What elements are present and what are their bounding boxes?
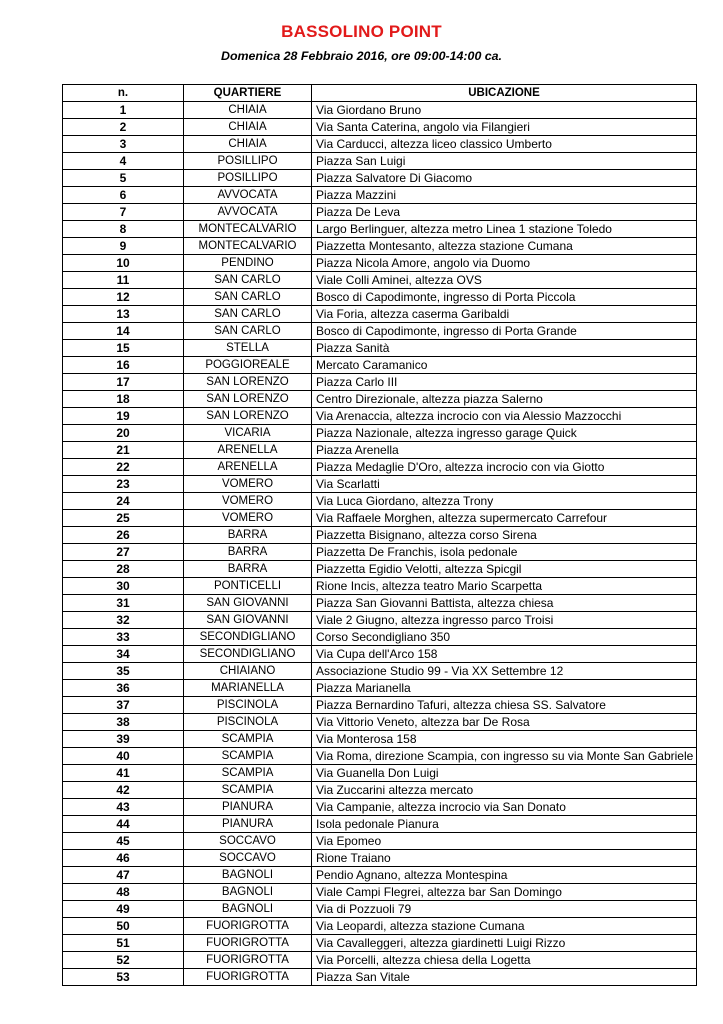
row-number: 41 xyxy=(63,765,184,782)
row-quartiere: SAN LORENZO xyxy=(184,374,312,391)
row-ubicazione: Piazza Carlo III xyxy=(312,374,697,391)
table-row xyxy=(63,391,697,408)
table-row xyxy=(63,374,697,391)
row-number: 24 xyxy=(63,493,184,510)
row-number: 47 xyxy=(63,867,184,884)
row-ubicazione: Piazza Salvatore Di Giacomo xyxy=(312,170,697,187)
row-number: 21 xyxy=(63,442,184,459)
row-ubicazione: Rione Traiano xyxy=(312,850,697,867)
row-quartiere: CHIAIA xyxy=(184,136,312,153)
row-number: 30 xyxy=(63,578,184,595)
row-number: 52 xyxy=(63,952,184,969)
row-number: 22 xyxy=(63,459,184,476)
table-row xyxy=(63,969,697,986)
row-ubicazione: Via Epomeo xyxy=(312,833,697,850)
table-row xyxy=(63,170,697,187)
row-number: 38 xyxy=(63,714,184,731)
table-row xyxy=(63,663,697,680)
table-row xyxy=(63,578,697,595)
row-quartiere: VICARIA xyxy=(184,425,312,442)
row-quartiere: SAN LORENZO xyxy=(184,391,312,408)
table-row xyxy=(63,476,697,493)
table-row xyxy=(63,119,697,136)
table-row xyxy=(63,255,697,272)
row-quartiere: SECONDIGLIANO xyxy=(184,646,312,663)
page-title: BASSOLINO POINT xyxy=(281,22,442,41)
row-number: 27 xyxy=(63,544,184,561)
row-quartiere: BARRA xyxy=(184,544,312,561)
row-ubicazione: Viale 2 Giugno, altezza ingresso parco Troisi xyxy=(312,612,697,629)
row-quartiere: SCAMPIA xyxy=(184,782,312,799)
table-row xyxy=(63,918,697,935)
row-number: 5 xyxy=(63,170,184,187)
table-row xyxy=(63,204,697,221)
row-ubicazione: Piazza Nicola Amore, angolo via Duomo xyxy=(312,255,697,272)
row-number: 20 xyxy=(63,425,184,442)
table-row xyxy=(63,238,697,255)
row-number: 17 xyxy=(63,374,184,391)
row-ubicazione: Associazione Studio 99 - Via XX Settembre 12 xyxy=(312,663,697,680)
table-row xyxy=(63,646,697,663)
row-number: 13 xyxy=(63,306,184,323)
table-row xyxy=(63,442,697,459)
row-quartiere: CHIAIA xyxy=(184,102,312,119)
row-number: 37 xyxy=(63,697,184,714)
row-ubicazione: Via Carducci, altezza liceo classico Umberto xyxy=(312,136,697,153)
row-number: 34 xyxy=(63,646,184,663)
table-row xyxy=(63,102,697,119)
row-quartiere: VOMERO xyxy=(184,510,312,527)
row-ubicazione: Piazza Bernardino Tafuri, altezza chiesa SS. Salvatore xyxy=(312,697,697,714)
row-ubicazione: Via Guanella Don Luigi xyxy=(312,765,697,782)
row-ubicazione: Piazza Arenella xyxy=(312,442,697,459)
table-row xyxy=(63,731,697,748)
table-row xyxy=(63,340,697,357)
page-subtitle: Domenica 28 Febbraio 2016, ore 09:00-14:00 ca. xyxy=(221,49,502,63)
row-ubicazione: Viale Campi Flegrei, altezza bar San Domingo xyxy=(312,884,697,901)
row-ubicazione: Viale Colli Aminei, altezza OVS xyxy=(312,272,697,289)
table-row xyxy=(63,612,697,629)
table-row xyxy=(63,748,697,765)
row-number: 40 xyxy=(63,748,184,765)
table-row xyxy=(63,697,697,714)
table-row xyxy=(63,323,697,340)
row-quartiere: SOCCAVO xyxy=(184,850,312,867)
table-row xyxy=(63,357,697,374)
row-ubicazione: Piazzetta Montesanto, altezza stazione Cumana xyxy=(312,238,697,255)
row-quartiere: SCAMPIA xyxy=(184,765,312,782)
row-number: 43 xyxy=(63,799,184,816)
row-ubicazione: Via Arenaccia, altezza incrocio con via Alessio Mazzocchi xyxy=(312,408,697,425)
table-row xyxy=(63,629,697,646)
row-number: 19 xyxy=(63,408,184,425)
row-quartiere: MONTECALVARIO xyxy=(184,238,312,255)
row-number: 1 xyxy=(63,102,184,119)
table-row xyxy=(63,799,697,816)
row-quartiere: SAN CARLO xyxy=(184,272,312,289)
row-ubicazione: Piazza Mazzini xyxy=(312,187,697,204)
table-row xyxy=(63,221,697,238)
row-quartiere: CHIAIA xyxy=(184,119,312,136)
column-header-quartiere: QUARTIERE xyxy=(184,85,312,102)
row-quartiere: VOMERO xyxy=(184,476,312,493)
row-ubicazione: Via Raffaele Morghen, altezza supermercato Carrefour xyxy=(312,510,697,527)
table-row xyxy=(63,595,697,612)
row-ubicazione: Corso Secondigliano 350 xyxy=(312,629,697,646)
row-quartiere: BARRA xyxy=(184,561,312,578)
row-number: 14 xyxy=(63,323,184,340)
table-row xyxy=(63,561,697,578)
row-quartiere: FUORIGROTTA xyxy=(184,918,312,935)
row-quartiere: POSILLIPO xyxy=(184,153,312,170)
row-ubicazione: Via Monterosa 158 xyxy=(312,731,697,748)
row-ubicazione: Piazzetta De Franchis, isola pedonale xyxy=(312,544,697,561)
row-ubicazione: Piazza San Luigi xyxy=(312,153,697,170)
row-quartiere: BAGNOLI xyxy=(184,884,312,901)
row-ubicazione: Rione Incis, altezza teatro Mario Scarpetta xyxy=(312,578,697,595)
table-row xyxy=(63,306,697,323)
row-quartiere: POSILLIPO xyxy=(184,170,312,187)
row-number: 15 xyxy=(63,340,184,357)
table-row xyxy=(63,680,697,697)
row-quartiere: VOMERO xyxy=(184,493,312,510)
row-number: 45 xyxy=(63,833,184,850)
row-number: 10 xyxy=(63,255,184,272)
row-ubicazione: Via Luca Giordano, altezza Trony xyxy=(312,493,697,510)
row-number: 49 xyxy=(63,901,184,918)
row-ubicazione: Via Scarlatti xyxy=(312,476,697,493)
table-row xyxy=(63,408,697,425)
row-quartiere: PENDINO xyxy=(184,255,312,272)
table-row xyxy=(63,136,697,153)
table-row xyxy=(63,527,697,544)
row-ubicazione: Via Campanie, altezza incrocio via San Donato xyxy=(312,799,697,816)
row-number: 25 xyxy=(63,510,184,527)
table-row xyxy=(63,493,697,510)
table-row xyxy=(63,782,697,799)
table-row xyxy=(63,425,697,442)
row-ubicazione: Via di Pozzuoli 79 xyxy=(312,901,697,918)
table-body xyxy=(63,102,697,986)
row-ubicazione: Piazzetta Bisignano, altezza corso Sirena xyxy=(312,527,697,544)
row-number: 11 xyxy=(63,272,184,289)
row-ubicazione: Via Leopardi, altezza stazione Cumana xyxy=(312,918,697,935)
table-header-row xyxy=(63,85,697,102)
row-number: 35 xyxy=(63,663,184,680)
table-row xyxy=(63,714,697,731)
row-number: 42 xyxy=(63,782,184,799)
row-ubicazione: Isola pedonale Pianura xyxy=(312,816,697,833)
row-ubicazione: Via Santa Caterina, angolo via Filangieri xyxy=(312,119,697,136)
row-quartiere: BAGNOLI xyxy=(184,901,312,918)
table-row xyxy=(63,816,697,833)
row-ubicazione: Via Zuccarini altezza mercato xyxy=(312,782,697,799)
row-quartiere: BARRA xyxy=(184,527,312,544)
row-number: 8 xyxy=(63,221,184,238)
row-quartiere: MARIANELLA xyxy=(184,680,312,697)
row-quartiere: AVVOCATA xyxy=(184,204,312,221)
row-quartiere: SOCCAVO xyxy=(184,833,312,850)
row-quartiere: FUORIGROTTA xyxy=(184,952,312,969)
row-quartiere: ARENELLA xyxy=(184,459,312,476)
row-number: 12 xyxy=(63,289,184,306)
row-quartiere: POGGIOREALE xyxy=(184,357,312,374)
row-quartiere: SAN LORENZO xyxy=(184,408,312,425)
row-ubicazione: Piazzetta Egidio Velotti, altezza Spicgil xyxy=(312,561,697,578)
row-number: 23 xyxy=(63,476,184,493)
row-number: 51 xyxy=(63,935,184,952)
table-row xyxy=(63,952,697,969)
row-quartiere: PIANURA xyxy=(184,816,312,833)
row-number: 3 xyxy=(63,136,184,153)
row-number: 6 xyxy=(63,187,184,204)
row-number: 48 xyxy=(63,884,184,901)
row-number: 26 xyxy=(63,527,184,544)
row-quartiere: SECONDIGLIANO xyxy=(184,629,312,646)
table-row xyxy=(63,272,697,289)
row-ubicazione: Piazza Marianella xyxy=(312,680,697,697)
row-quartiere: STELLA xyxy=(184,340,312,357)
table-row xyxy=(63,833,697,850)
row-ubicazione: Via Vittorio Veneto, altezza bar De Rosa xyxy=(312,714,697,731)
row-ubicazione: Via Cupa dell'Arco 158 xyxy=(312,646,697,663)
row-number: 16 xyxy=(63,357,184,374)
row-ubicazione: Pendio Agnano, altezza Montespina xyxy=(312,867,697,884)
row-ubicazione: Via Porcelli, altezza chiesa della Logetta xyxy=(312,952,697,969)
table-row xyxy=(63,544,697,561)
row-quartiere: SAN GIOVANNI xyxy=(184,612,312,629)
table-row xyxy=(63,289,697,306)
row-ubicazione: Bosco di Capodimonte, ingresso di Porta Grande xyxy=(312,323,697,340)
row-quartiere: SCAMPIA xyxy=(184,731,312,748)
row-ubicazione: Piazza Sanità xyxy=(312,340,697,357)
row-quartiere: BAGNOLI xyxy=(184,867,312,884)
row-ubicazione: Via Cavalleggeri, altezza giardinetti Luigi Rizzo xyxy=(312,935,697,952)
row-quartiere: PONTICELLI xyxy=(184,578,312,595)
table-row xyxy=(63,901,697,918)
table-row xyxy=(63,850,697,867)
row-number: 7 xyxy=(63,204,184,221)
row-ubicazione: Largo Berlinguer, altezza metro Linea 1 stazione Toledo xyxy=(312,221,697,238)
row-number: 32 xyxy=(63,612,184,629)
table-row xyxy=(63,187,697,204)
row-number: 50 xyxy=(63,918,184,935)
row-number: 9 xyxy=(63,238,184,255)
row-ubicazione: Bosco di Capodimonte, ingresso di Porta Piccola xyxy=(312,289,697,306)
column-header-ubicazione: UBICAZIONE xyxy=(312,85,697,102)
row-quartiere: CHIAIANO xyxy=(184,663,312,680)
row-quartiere: SCAMPIA xyxy=(184,748,312,765)
row-number: 39 xyxy=(63,731,184,748)
row-quartiere: FUORIGROTTA xyxy=(184,969,312,986)
row-quartiere: PISCINOLA xyxy=(184,697,312,714)
row-quartiere: PIANURA xyxy=(184,799,312,816)
row-ubicazione: Piazza San Giovanni Battista, altezza chiesa xyxy=(312,595,697,612)
row-quartiere: SAN CARLO xyxy=(184,306,312,323)
row-quartiere: SAN CARLO xyxy=(184,289,312,306)
row-ubicazione: Piazza De Leva xyxy=(312,204,697,221)
row-quartiere: AVVOCATA xyxy=(184,187,312,204)
table-row xyxy=(63,459,697,476)
row-number: 46 xyxy=(63,850,184,867)
row-ubicazione: Mercato Caramanico xyxy=(312,357,697,374)
row-quartiere: ARENELLA xyxy=(184,442,312,459)
row-ubicazione: Piazza Nazionale, altezza ingresso garage Quick xyxy=(312,425,697,442)
row-ubicazione: Via Roma, direzione Scampia, con ingresso su via Monte San Gabriele xyxy=(312,748,697,765)
row-ubicazione: Via Foria, altezza caserma Garibaldi xyxy=(312,306,697,323)
row-quartiere: SAN GIOVANNI xyxy=(184,595,312,612)
table-row xyxy=(63,510,697,527)
row-ubicazione: Piazza Medaglie D'Oro, altezza incrocio con via Giotto xyxy=(312,459,697,476)
row-ubicazione: Via Giordano Bruno xyxy=(312,102,697,119)
row-number: 36 xyxy=(63,680,184,697)
row-ubicazione: Piazza San Vitale xyxy=(312,969,697,986)
row-number: 28 xyxy=(63,561,184,578)
row-number: 33 xyxy=(63,629,184,646)
row-number: 4 xyxy=(63,153,184,170)
column-header-number: n. xyxy=(63,85,184,102)
row-quartiere: SAN CARLO xyxy=(184,323,312,340)
row-ubicazione: Centro Direzionale, altezza piazza Salerno xyxy=(312,391,697,408)
table-row xyxy=(63,867,697,884)
locations-table xyxy=(62,84,697,986)
row-number: 44 xyxy=(63,816,184,833)
table-row xyxy=(63,884,697,901)
row-quartiere: MONTECALVARIO xyxy=(184,221,312,238)
table-row xyxy=(63,765,697,782)
row-number: 2 xyxy=(63,119,184,136)
table-row xyxy=(63,935,697,952)
row-quartiere: PISCINOLA xyxy=(184,714,312,731)
row-quartiere: FUORIGROTTA xyxy=(184,935,312,952)
row-number: 31 xyxy=(63,595,184,612)
row-number: 53 xyxy=(63,969,184,986)
row-number: 18 xyxy=(63,391,184,408)
table-row xyxy=(63,153,697,170)
